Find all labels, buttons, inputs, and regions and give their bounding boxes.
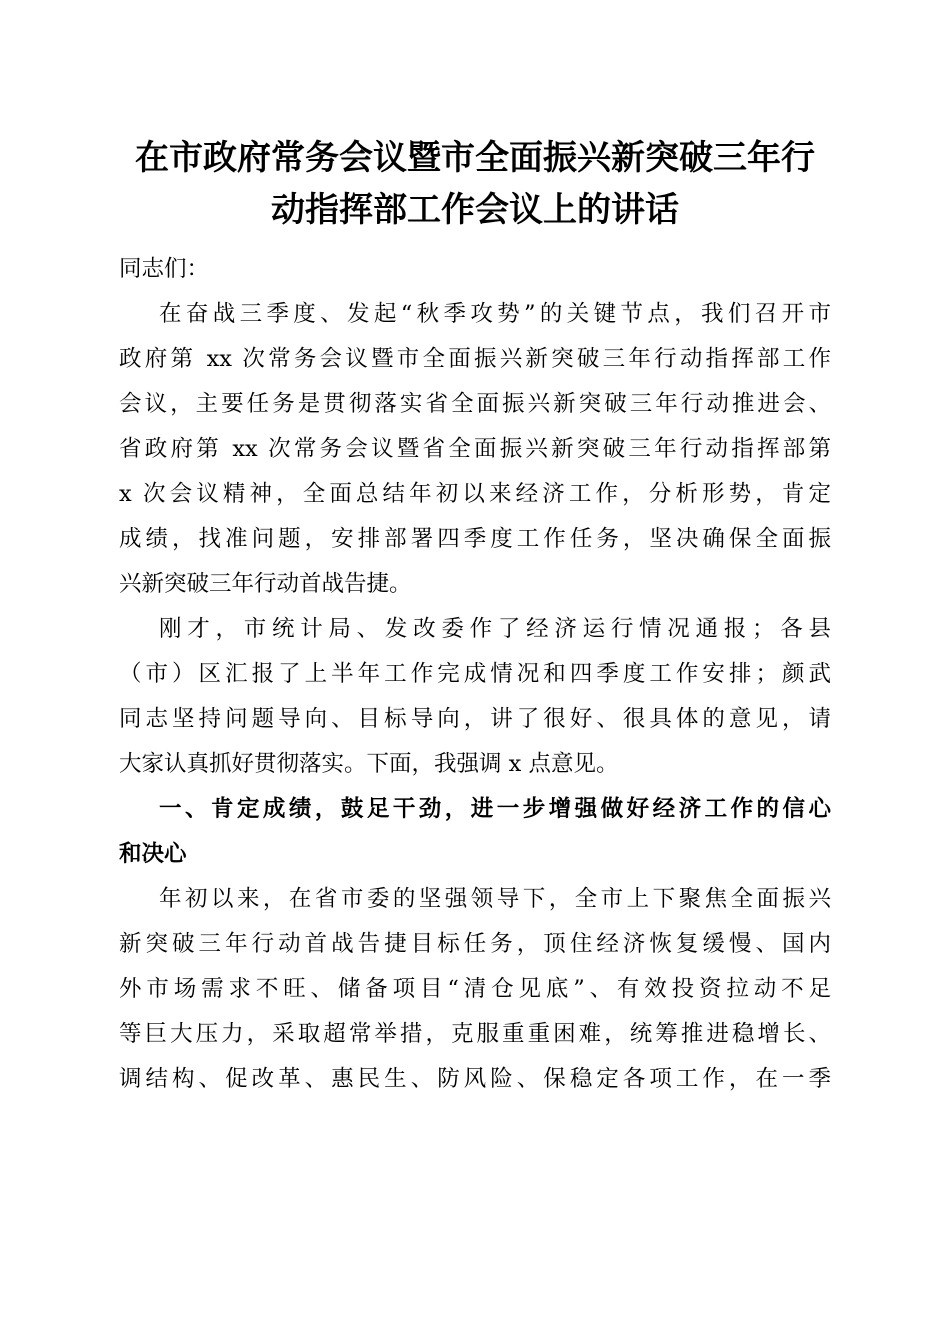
title-line: 在市政府常务会议暨市全面振兴新突破三年行 — [135, 138, 815, 178]
paragraph-line: 政府第 xx 次常务会议暨市全面振兴新突破三年行动指挥部工作 — [119, 346, 831, 372]
paragraph-line: （市）区汇报了上半年工作完成情况和四季度工作安排；颜武 — [119, 661, 831, 687]
title-line: 动指挥部工作会议上的讲话 — [271, 190, 679, 230]
section-heading-line: 一、肯定成绩，鼓足干劲，进一步增强做好经济工作的信心 — [159, 796, 831, 822]
paragraph-line: 大家认真抓好贯彻落实。下面，我强调 x 点意见。 — [119, 751, 619, 777]
paragraph-line: 会议，主要任务是贯彻落实省全面振兴新突破三年行动推进会、 — [119, 391, 831, 417]
paragraph-line: 在奋战三季度、发起“秋季攻势”的关键节点，我们召开市 — [159, 301, 831, 327]
paragraph-line: 省政府第 xx 次常务会议暨省全面振兴新突破三年行动指挥部第 — [119, 436, 831, 462]
paragraph-line: 成绩，找准问题，安排部署四季度工作任务，坚决确保全面振 — [119, 526, 831, 552]
paragraph-line: 外市场需求不旺、储备项目“清仓见底”、有效投资拉动不足 — [119, 976, 831, 1002]
page-title — [100, 132, 850, 236]
paragraph-line: 同志坚持问题导向、目标导向，讲了很好、很具体的意见，请 — [119, 706, 831, 732]
paragraph-line: 调结构、促改革、惠民生、防风险、保稳定各项工作，在一季 — [119, 1066, 831, 1092]
paragraph-achievements — [119, 877, 831, 1102]
paragraph-line: 年初以来，在省市委的坚强领导下，全市上下聚焦全面振兴 — [159, 886, 831, 912]
paragraph-line: 刚才，市统计局、发改委作了经济运行情况通报；各县 — [159, 616, 831, 642]
paragraph-line: x 次会议精神，全面总结年初以来经济工作，分析形势，肯定 — [119, 481, 831, 507]
section-heading — [119, 787, 831, 877]
paragraph-line: 等巨大压力，采取超常举措，克服重重困难，统筹推进稳增长、 — [119, 1021, 831, 1047]
paragraph-opening — [119, 292, 831, 607]
paragraph-reports — [119, 607, 831, 787]
document-body — [119, 247, 831, 1102]
paragraph-line: 新突破三年行动首战告捷目标任务，顶住经济恢复缓慢、国内 — [119, 931, 831, 957]
paragraph-line: 兴新突破三年行动首战告捷。 — [119, 571, 412, 597]
section-heading-line: 和决心 — [119, 841, 187, 867]
salutation: 同志们： — [119, 256, 210, 282]
